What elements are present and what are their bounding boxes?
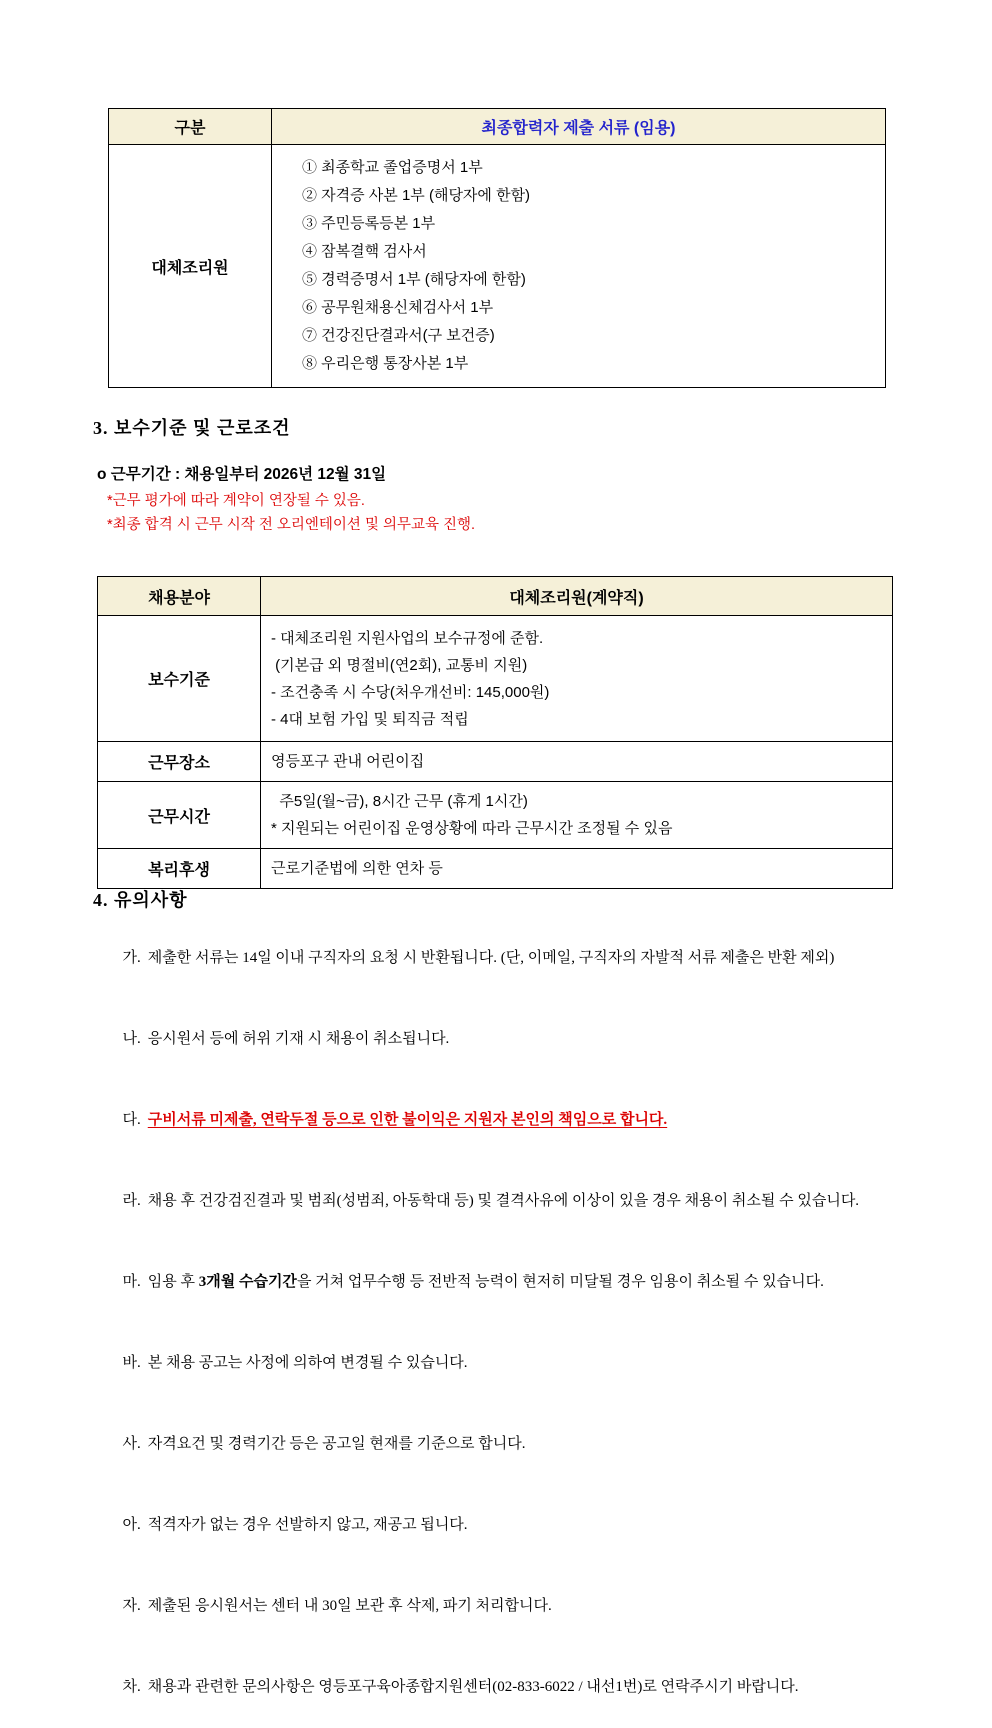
work-place-label: 근무장소 xyxy=(98,742,261,782)
work-period-line: o 근무기간 : 채용일부터 2026년 12월 31일 xyxy=(97,466,387,483)
note-item-cha xyxy=(100,1647,945,1728)
note-text-warning: 구비서류 미제출, 연락두절 등으로 인한 불이익은 지원자 본인의 책임으로 합니다. xyxy=(147,1112,668,1128)
note-item-ba xyxy=(100,1323,945,1404)
documents-row-label: 대체조리원 xyxy=(109,145,272,388)
document-item-1: ① 최종학교 졸업증명서 1부 xyxy=(302,159,483,176)
note-item-ma xyxy=(100,1242,945,1323)
note-text: 제출한 서류는 14일 이내 구직자의 요청 시 반환됩니다. (단, 이메일, 구직자의 자발적 서류 제출은 반환 제외) xyxy=(147,950,835,966)
note-prefix: 다. xyxy=(122,1112,141,1128)
work-hours-value: 주5일(월~금), 8시간 근무 (휴게 1시간) * 지원되는 어린이집 운영상황에 따라 근무시간 조정될 수 있음 xyxy=(261,782,893,849)
welfare-label: 복리후생 xyxy=(98,849,261,889)
note-item-ga xyxy=(100,918,945,999)
welfare-value: 근로기준법에 의한 연차 등 xyxy=(261,849,893,889)
note-text: 적격자가 없는 경우 선발하지 않고, 재공고 됩니다. xyxy=(147,1517,468,1533)
conditions-row-time xyxy=(98,782,893,849)
section4-title: 4. 유의사항 xyxy=(93,890,188,910)
conditions-table xyxy=(97,576,893,889)
note-item-ra xyxy=(100,1161,945,1242)
red-note-contract-extension: *근무 평가에 따라 계약이 연장될 수 있음. xyxy=(107,493,365,509)
note-text: 채용 후 건강검진결과 및 범죄(성범죄, 아동학대 등) 및 결격사유에 이상이 있을 경우 채용이 취소될 수 있습니다. xyxy=(147,1193,860,1209)
note-prefix: 사. xyxy=(122,1436,141,1452)
document-item-4: ④ 잠복결핵 검사서 xyxy=(302,243,427,260)
note-item-ja xyxy=(100,1566,945,1647)
document-item-2: ② 자격증 사본 1부 (해당자에 한함) xyxy=(302,187,531,204)
work-place-value: 영등포구 관내 어린이집 xyxy=(261,742,893,782)
note-prefix: 바. xyxy=(122,1355,141,1371)
note-text: 임용 후 xyxy=(147,1274,199,1290)
document-item-6: ⑥ 공무원채용신체검사서 1부 xyxy=(302,299,494,316)
note-prefix: 라. xyxy=(122,1193,141,1209)
note-prefix: 마. xyxy=(122,1274,141,1290)
note-prefix: 아. xyxy=(122,1517,141,1533)
note-prefix: 차. xyxy=(122,1679,141,1695)
work-hours-label: 근무시간 xyxy=(98,782,261,849)
conditions-row-welfare xyxy=(98,849,893,889)
note-text-probation: 3개월 수습기간 xyxy=(198,1274,297,1290)
note-prefix: 나. xyxy=(122,1031,141,1047)
documents-table-body-row xyxy=(109,145,886,388)
conditions-row-place xyxy=(98,742,893,782)
document-item-3: ③ 주민등록등본 1부 xyxy=(302,215,436,232)
document-item-7: ⑦ 건강진단결과서(구 보건증) xyxy=(302,327,495,344)
note-text: 채용과 관련한 문의사항은 영등포구육아종합지원센터(02-833-6022 / 내선1번)로 연락주시기 바랍니다. xyxy=(147,1679,799,1695)
conditions-table-header-row xyxy=(98,577,893,616)
note-text: 자격요건 및 경력기간 등은 공고일 현재를 기준으로 합니다. xyxy=(147,1436,526,1452)
conditions-header-position: 대체조리원(계약직) xyxy=(261,577,893,616)
conditions-row-pay xyxy=(98,616,893,742)
red-note-orientation: *최종 합격 시 근무 시작 전 오리엔테이션 및 의무교육 진행. xyxy=(107,517,476,533)
pay-standard-value: - 대체조리원 지원사업의 보수규정에 준함. (기본급 외 명절비(연2회), 교통비 지원) - 조건충족 시 수당(처우개선비: 145,000원) - 4대 보험 가입 및 퇴직금 적립 xyxy=(261,616,893,742)
note-text: 제출된 응시원서는 센터 내 30일 보관 후 삭제, 파기 처리합니다. xyxy=(147,1598,552,1614)
note-item-sa xyxy=(100,1404,945,1485)
note-text: 을 거쳐 업무수행 등 전반적 능력이 현저히 미달될 경우 임용이 취소될 수 있습니다. xyxy=(296,1274,824,1290)
documents-table xyxy=(108,108,886,388)
pay-standard-label: 보수기준 xyxy=(98,616,261,742)
note-item-na xyxy=(100,999,945,1080)
note-text: 본 채용 공고는 사정에 의하여 변경될 수 있습니다. xyxy=(147,1355,468,1371)
documents-table-header-row xyxy=(109,109,886,145)
note-prefix: 가. xyxy=(122,950,141,966)
documents-header-title: 최종합력자 제출 서류 (임용) xyxy=(272,109,886,145)
note-item-da xyxy=(100,1080,945,1161)
notes-list xyxy=(100,918,945,1728)
conditions-header-field: 채용분야 xyxy=(98,577,261,616)
note-text: 응시원서 등에 허위 기재 시 채용이 취소됩니다. xyxy=(147,1031,450,1047)
note-item-ah xyxy=(100,1485,945,1566)
documents-header-category: 구분 xyxy=(109,109,272,145)
document-item-8: ⑧ 우리은행 통장사본 1부 xyxy=(302,355,469,372)
document-item-5: ⑤ 경력증명서 1부 (해당자에 한함) xyxy=(302,271,526,288)
section3-title: 3. 보수기준 및 근로조건 xyxy=(93,418,291,438)
note-prefix: 자. xyxy=(122,1598,141,1614)
documents-list-cell xyxy=(272,145,886,388)
